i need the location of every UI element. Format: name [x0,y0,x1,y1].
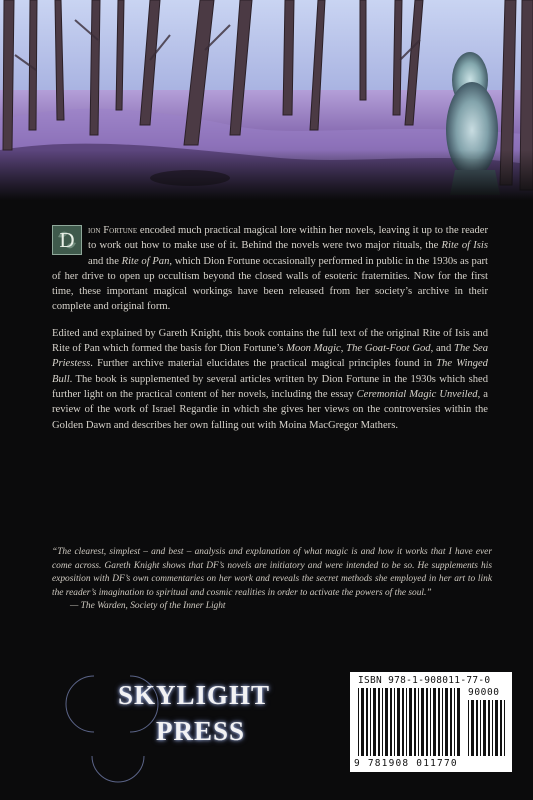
title-goat-foot-god: The Goat-Foot God [346,343,431,355]
barcode-stripe [378,688,380,756]
title-winged-bull: The Winged Bull [52,358,488,385]
barcode-stripe [409,688,412,756]
publisher-name-line-1: SKYLIGHT [118,680,271,710]
paragraph-1-and: and the [88,255,122,267]
barcode-stripe [500,700,502,756]
barcode-stripe [450,688,452,756]
dropcap-letter: D [59,228,75,252]
isbn-label: ISBN 978-1-908011-77-0 [358,675,491,686]
barcode-stripe [414,688,416,756]
price-code: 90000 [468,687,500,698]
quote-attribution: — The Warden, Society of the Inner Light [70,601,226,612]
barcode-stripe [373,688,376,756]
barcode-stripe [457,688,460,756]
barcode-stripe [480,700,481,756]
paragraph-2-text-2: , [340,343,347,355]
barcode-stripe [397,688,400,756]
quote-text: “The clearest, simplest – and best – analysis and explanation of what magic is and how it works that I have ever come across. Gareth Knight shows that DF’s novels are initiatory and were intended to be so. He supplements his exposition with DF’s own commentaries on her work and reveals the secret methods she employed in her art to link the reader’s imagination to spiritual and cosmic realities in order to activate the powers of the soul.” [52,547,492,598]
barcode-stripe [390,688,392,756]
barcode-stripe [438,688,440,756]
isbn-digits: 9 781908 011770 [354,758,458,769]
cover-photo [0,0,533,200]
barcode-stripe [468,700,469,756]
paragraph-1-text: encoded much practical magical lore within her novels, leaving it up to the reader to work out how to make use of it. Behind the novels were two major rituals, the [88,225,488,252]
barcode-stripe [483,700,486,756]
barcode-stripe [488,700,490,756]
title-sea-priestess: The Sea Priestess [52,343,488,370]
barcode-stripe [445,688,448,756]
author-name: ion Fortune [88,225,138,236]
barcode-stripe [476,700,478,756]
barcode-stripe [433,688,436,756]
barcode-stripe [418,688,419,756]
barcode-stripe [504,700,505,756]
paragraph-1-text-2: , which Dion Fortune occasionally performed in public in the 1930s as part of her drive to open up occultism beyond the closed walls of esoteric fraternities. Now for the first time, these important magical workings have been released from her society’s archive in their complete and original form. [52,255,488,313]
publisher-name-line-2: PRESS [156,716,246,746]
paragraph-2-text-4: . Further archive material elucidates the practical magical principles found in [90,358,437,370]
title-rite-of-pan: Rite of Pan [121,255,170,267]
barcode-stripe [402,688,404,756]
barcode-stripe [358,688,359,756]
paragraph-2-text-3: , and [430,343,455,355]
paragraph-2-text-1: Edited and explained by Gareth Knight, this book contains the full text of the original Rite of Isis and Rite of Pan which formed the basis for Dion Fortune’s [52,327,488,355]
barcode-bars [358,688,462,756]
barcode-stripe [430,688,431,756]
barcode-stripe [454,688,455,756]
isbn-barcode [350,672,512,772]
paragraph-2-text-5: . The book is supplemented by several articles written by Dion Fortune in the 1930s which shed further light on the practical content of her novels, including the essay [52,373,488,400]
barcode-stripe [426,688,428,756]
barcode-stripe [406,688,407,756]
review-quote [52,546,492,614]
barcode-stripe [492,700,493,756]
price-barcode-bars [468,700,508,756]
barcode-stripe [495,700,498,756]
paragraph-2 [52,326,488,433]
barcode-stripe [394,688,395,756]
barcode-stripe [471,700,474,756]
title-moon-magic: Moon Magic [286,343,341,355]
dropcap-ornament [52,225,82,255]
title-ceremonial-magic-unveiled: Ceremonial Magic Unveiled [356,388,478,400]
paragraph-1 [52,223,488,315]
barcode-stripe [366,688,368,756]
blurb [52,223,488,444]
barcode-stripe [361,688,364,756]
barcode-stripe [370,688,371,756]
barcode-stripe [421,688,424,756]
title-rite-of-isis: Rite of Isis [441,240,488,252]
barcode-stripe [442,688,443,756]
paragraph-2-text-6: , a review of the work of Israel Regardie in which she gives her views on the controversies within the Golden Dawn and describes her own falling out with Moina MacGregor Mathers. [52,388,488,431]
publisher-logo [48,666,288,784]
barcode-stripe [382,688,383,756]
barcode-stripe [385,688,388,756]
